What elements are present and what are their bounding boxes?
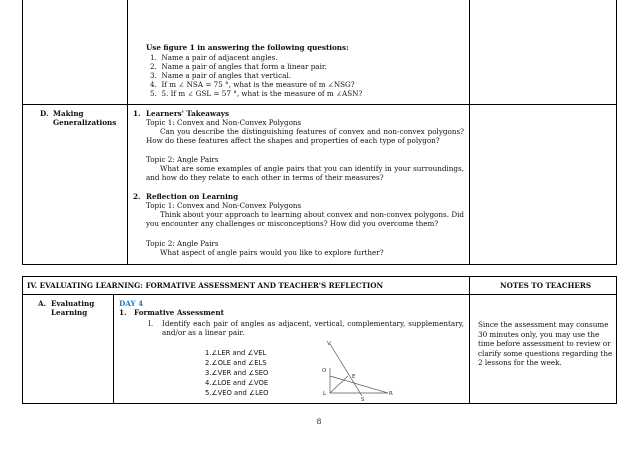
list-item: 4. If m ∠ NSA = 75 °, what is the measure of m ∠NSG? (150, 80, 355, 89)
r1-topic: Topic 1: Convex and Non-Convex Polygons (146, 201, 302, 210)
label-l: L (323, 391, 327, 397)
label-r: R (389, 391, 393, 397)
list-item: 5.∠VEO and ∠LEO (205, 389, 269, 397)
label-s: S (361, 397, 365, 402)
section-d-letter: D. (40, 109, 49, 118)
takeaways-num: 1. (133, 109, 141, 118)
list-item: 3. Name a pair of angles that vertical. (150, 71, 291, 80)
label-o: O (322, 368, 327, 374)
label-e: E (352, 374, 356, 380)
row-divider (22, 104, 617, 105)
bottom-col-divider-left (113, 294, 114, 404)
item-num: I. (148, 319, 154, 328)
section-d-label-2: Generalizations (53, 118, 117, 127)
formative-title: Formative Assessment (134, 308, 224, 317)
r1-question: Think about your approach to learning about convex and non-convex polygons. Did you encounter any challenges or misconceptions? How did you overcome them? (146, 210, 464, 228)
notes-header: NOTES TO TEACHERS (500, 281, 592, 290)
day-label: DAY 4 (119, 299, 144, 308)
figure-prompt: Use figure 1 in answering the following questions: (146, 43, 349, 52)
section-a-label-2: Learning (51, 308, 88, 317)
t2-question: What are some examples of angle pairs that you can identify in your surroundings, and how do they relate to each other in terms of their measures? (146, 164, 464, 182)
r2-topic: Topic 2: Angle Pairs (146, 239, 219, 248)
page-number: 8 (316, 417, 322, 426)
list-item: 2. Name a pair of angles that form a linear pair. (150, 62, 327, 71)
list-item: 1.∠LER and ∠VEL (205, 349, 267, 357)
col-divider-left (127, 0, 128, 265)
col-divider-right (469, 0, 470, 265)
t2-topic: Topic 2: Angle Pairs (146, 155, 219, 164)
notes-text: Since the assessment may consume 30 minutes only, you may use the time before assessment to review or clarify some questions regarding the 2 lessons for the week. (478, 320, 613, 368)
reflection-num: 2. (133, 192, 141, 201)
label-v: V (327, 341, 331, 347)
item-text: Identify each pair of angles as adjacent, vertical, complementary, supplementary, and/or as a linear pair. (162, 319, 464, 337)
list-item: 5. 5. If m ∠ GSL = 57 °, what is the measure of m ∠ASN? (150, 89, 363, 98)
t1-topic: Topic 1: Convex and Non-Convex Polygons (146, 118, 302, 127)
angle-figure (318, 338, 398, 402)
list-item: 4.∠LOE and ∠VOE (205, 379, 269, 387)
section-iv-header: IV. EVALUATING LEARNING: FORMATIVE ASSESSMENT AND TEACHER'S REFLECTION (27, 281, 384, 290)
list-item: 1. Name a pair of adjacent angles. (150, 53, 278, 62)
list-item: 3.∠VER and ∠SEO (205, 369, 269, 377)
formative-num: 1. (119, 308, 127, 317)
section-a-letter: A. (38, 299, 47, 308)
r2-question: What aspect of angle pairs would you like to explore further? (160, 248, 384, 257)
section-d-label: Making (53, 109, 84, 118)
takeaways-title: Learners' Takeaways (146, 109, 229, 118)
t1-question: Can you describe the distinguishing features of convex and non-convex polygons? How do these features affect the shapes and properties of each type of polygon? (146, 127, 464, 145)
section-a-label: Evaluating (51, 299, 95, 308)
list-item: 2.∠OLE and ∠ELS (205, 359, 267, 367)
bottom-col-divider-right (469, 276, 470, 404)
bottom-header-divider (22, 294, 617, 295)
reflection-title: Reflection on Learning (146, 192, 239, 201)
